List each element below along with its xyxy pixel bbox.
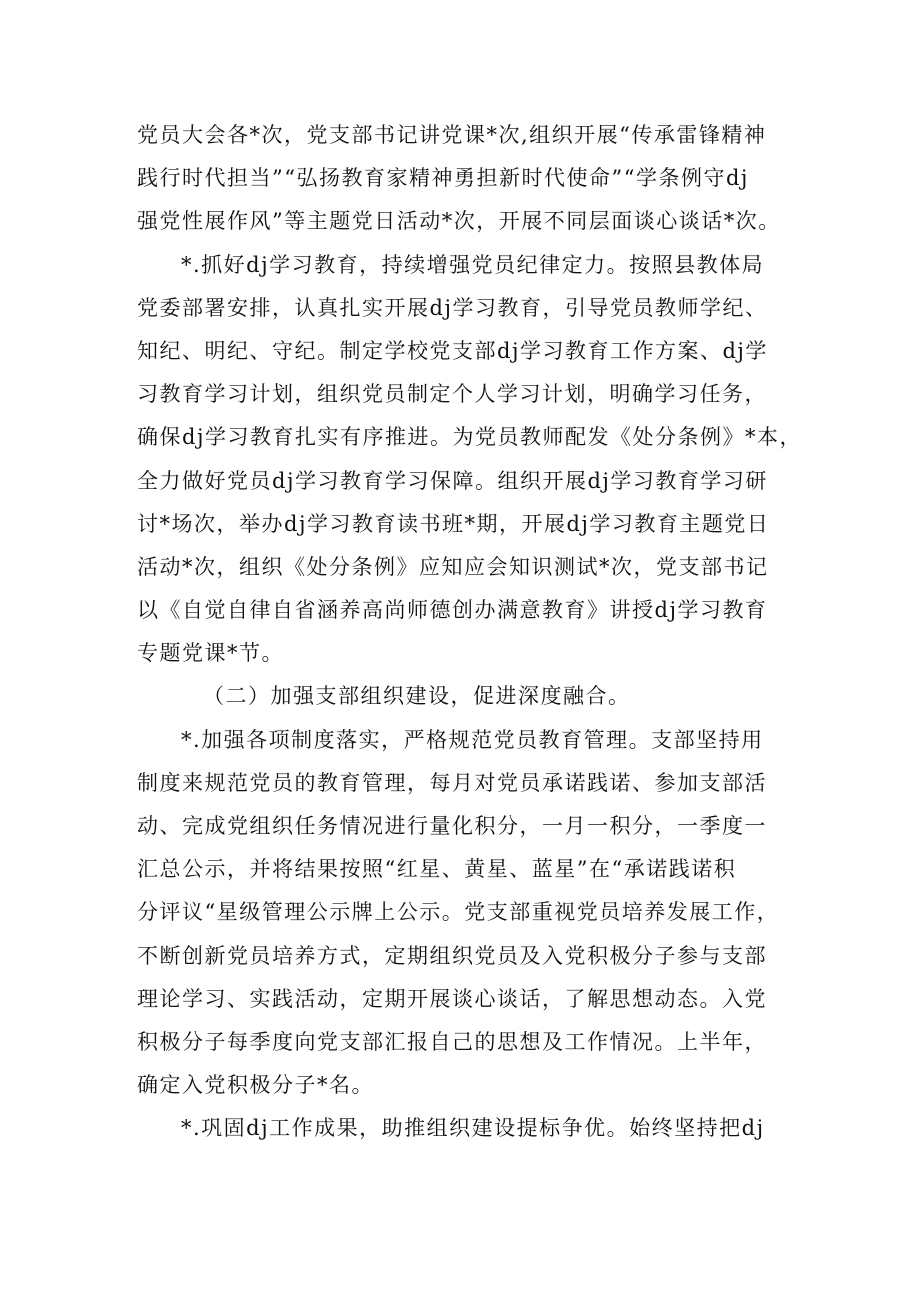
text-line: 积极分子每季度向党支部汇报自己的思想及工作情况。上半年，: [137, 1029, 767, 1054]
text-line: 以《自觉自律自省涵养高尚师德创办满意教育》讲授dj学习教育: [137, 598, 768, 623]
text-line: 强党性展作风”等主题党日活动*次，开展不同层面谈心谈话*次。: [137, 209, 781, 234]
text-line: 确定入党积极分子*名。: [137, 1073, 374, 1098]
text-line: 不断创新党员培养方式，定期组织党员及入党积极分子参与支部: [137, 943, 767, 968]
section-heading-text: （二）加强支部组织建设，促进深度融合。: [203, 684, 631, 709]
text-line: 确保dj学习教育扎实有序推进。为党员教师配发《处分条例》*本，: [137, 425, 802, 450]
text-line: 全力做好党员dj学习教育学习保障。组织开展dj学习教育学习研: [137, 468, 768, 493]
text-line: 动、完成党组织任务情况进行量化积分，一月一积分，一季度一: [137, 814, 767, 838]
text-line: 践行时代担当”“弘扬教育家精神勇担新时代使命”“学条例守dj: [137, 166, 749, 191]
text-line: 活动*次，组织《处分条例》应知应会知识测试*次，党支部书记: [137, 554, 769, 579]
text-line: 习教育学习计划，组织党员制定个人学习计划，明确学习任务，: [137, 382, 767, 407]
text-line: 党员大会各*次，党支部书记讲党课*次,组织开展“传承雷锋精神: [137, 123, 767, 147]
text-line: 理论学习、实践活动，定期开展谈心谈话，了解思想动态。入党: [137, 986, 767, 1011]
document-body: [137, 114, 802, 1151]
text-line: *.抓好dj学习教育，持续增强党员纪律定力。按照县教体局: [181, 252, 765, 277]
paragraph-discipline-education: [137, 244, 802, 676]
paragraph-activities-summary: [137, 114, 797, 244]
text-line: 汇总公示，并将结果按照“红星、黄星、蓝星”在“承诺践诺积: [137, 857, 737, 882]
text-line: 知纪、明纪、守纪。制定学校党支部dj学习教育工作方案、dj学: [137, 338, 768, 363]
text-line: 党委部署安排，认真扎实开展dj学习教育，引导党员教师学纪、: [137, 295, 768, 320]
text-line: 讨*场次，举办dj学习教育读书班*期，开展dj学习教育主题党日: [137, 511, 770, 536]
section-heading: [137, 675, 797, 718]
paragraph-system-implementation: [137, 719, 797, 1108]
text-line: 制度来规范党员的教育管理，每月对党员承诺践诺、参加支部活: [137, 770, 767, 795]
paragraph-consolidate-results: [137, 1107, 797, 1150]
text-line: *.加强各项制度落实，严格规范党员教育管理。支部坚持用: [181, 727, 764, 752]
text-line: 专题党课*节。: [137, 641, 284, 666]
text-line: 分评议“星级管理公示牌上公示。党支部重视党员培养发展工作，: [137, 900, 780, 925]
text-line: *.巩固dj工作成果，助推组织建设提标争优。始终坚持把dj: [181, 1116, 765, 1141]
